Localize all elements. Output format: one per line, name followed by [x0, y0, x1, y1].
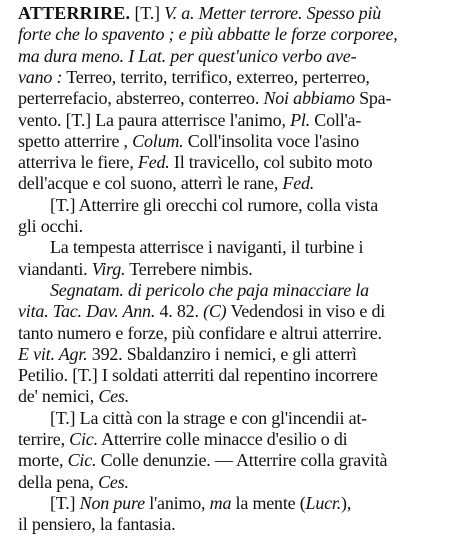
italic-text: Non pure — [79, 492, 145, 513]
italic-text: ma — [209, 492, 232, 513]
text-segment: della pena, — [18, 471, 99, 492]
text-segment: [T.] La città con la strage e con gl'incendii at- — [50, 407, 367, 428]
text-line — [50, 493, 351, 514]
italic-text: ma dura meno. I Lat. per quest'unico verbo ave- — [18, 45, 357, 66]
text-line — [18, 3, 381, 24]
text-line — [18, 46, 356, 67]
text-segment: terrire, — [18, 429, 70, 449]
italic-text: Fed. — [282, 173, 315, 194]
text-segment: perterrefacio, absterreo, conterreo. — [18, 88, 264, 109]
text-line — [18, 173, 314, 194]
italic-text: Noi abbiamo — [263, 88, 355, 109]
text-segment: 4. 82. — [155, 301, 204, 322]
text-segment: Spa- — [354, 88, 392, 109]
text-segment: [T.] — [50, 492, 80, 513]
text-segment: de' nemici, — [18, 386, 99, 407]
text-line — [18, 88, 391, 109]
text-line — [18, 110, 361, 131]
italic-text: E vit. Agr. — [18, 343, 88, 364]
text-line — [18, 365, 378, 386]
text-line — [18, 386, 129, 407]
text-line — [50, 195, 378, 216]
italic-text: Ces. — [98, 386, 130, 407]
text-line — [18, 301, 385, 322]
text-segment: Terreo, territo, terrifico, exterreo, perterreo, — [62, 66, 370, 87]
text-line — [18, 67, 370, 88]
italic-text: Virg. — [91, 258, 126, 279]
text-segment: dell'acque e col suono, atterrì le rane, — [18, 173, 283, 194]
text-segment: la mente ( — [231, 492, 306, 513]
text-segment: spetto atterrire , — [18, 130, 133, 151]
headword: ATTERRIRE. — [18, 3, 131, 23]
text-line — [18, 216, 83, 237]
italic-text: V. a. Metter terrore. Spesso più — [164, 3, 382, 23]
text-line — [18, 429, 347, 450]
text-segment: Il travicello, col subito moto — [169, 152, 373, 173]
text-segment: il pensiero, la fantasia. — [18, 514, 176, 535]
text-line — [18, 259, 253, 280]
text-segment: Terrebere nimbis. — [125, 258, 253, 279]
text-segment: [T.] — [130, 3, 165, 23]
text-segment: Coll'a- — [310, 109, 362, 130]
italic-text: Ces. — [98, 471, 129, 492]
italic-text: vita. Tac. Dav. Ann. — [18, 301, 156, 322]
text-segment: 392. Sbaldanziro i nemici, e gli atterrì — [87, 343, 357, 364]
text-segment: gli occhi. — [18, 216, 83, 236]
text-segment: [T.] Atterrire gli orecchi col rumore, colla vista — [50, 194, 379, 215]
text-segment: Petilio. [T.] I soldati atterriti dal repentino incorrere — [18, 365, 378, 386]
text-line — [50, 408, 367, 429]
text-line — [50, 280, 369, 301]
text-segment: viandanti. — [18, 258, 92, 279]
text-line — [18, 131, 359, 152]
text-line — [18, 344, 357, 365]
text-segment: La tempesta atterrisce i naviganti, il turbine i — [50, 237, 364, 258]
text-line — [18, 152, 372, 173]
text-line — [50, 237, 363, 258]
text-segment: Vedendosi in viso e di — [226, 301, 386, 322]
italic-text: Cic. — [69, 429, 98, 449]
text-segment: morte, — [18, 450, 68, 471]
italic-text: forte che lo spavento ; e più abbatte le forze corporee, — [18, 24, 398, 45]
italic-text: Cic. — [67, 450, 97, 471]
text-segment: Atterrire colle minacce d'esilio o di — [97, 429, 348, 449]
italic-text: Segnatam. di pericolo che paja minacciare la — [50, 279, 369, 300]
italic-text: (C) — [203, 301, 227, 322]
text-segment: tanto numero e forze, più confidare e altrui atterrire. — [18, 322, 382, 343]
italic-text: Pl. — [290, 109, 310, 130]
text-line — [18, 323, 382, 344]
text-segment: vento. [T.] La paura atterrisce l'animo, — [18, 109, 291, 130]
text-line — [18, 472, 129, 493]
text-segment: ), — [341, 492, 352, 513]
text-line — [18, 514, 175, 535]
italic-text: Lucr. — [305, 492, 342, 513]
text-segment: atterriva le fiere, — [18, 152, 138, 173]
text-segment: Colle denunzie. — Atterrire colla gravità — [96, 450, 388, 471]
text-line — [18, 24, 398, 45]
text-segment: Coll'insolita voce l'asino — [183, 130, 360, 151]
italic-text: Fed. — [137, 152, 170, 173]
italic-text: vano : — [18, 66, 63, 87]
italic-text: Colum. — [132, 130, 184, 151]
text-line — [18, 450, 387, 471]
text-segment: l'animo, — [144, 492, 210, 513]
